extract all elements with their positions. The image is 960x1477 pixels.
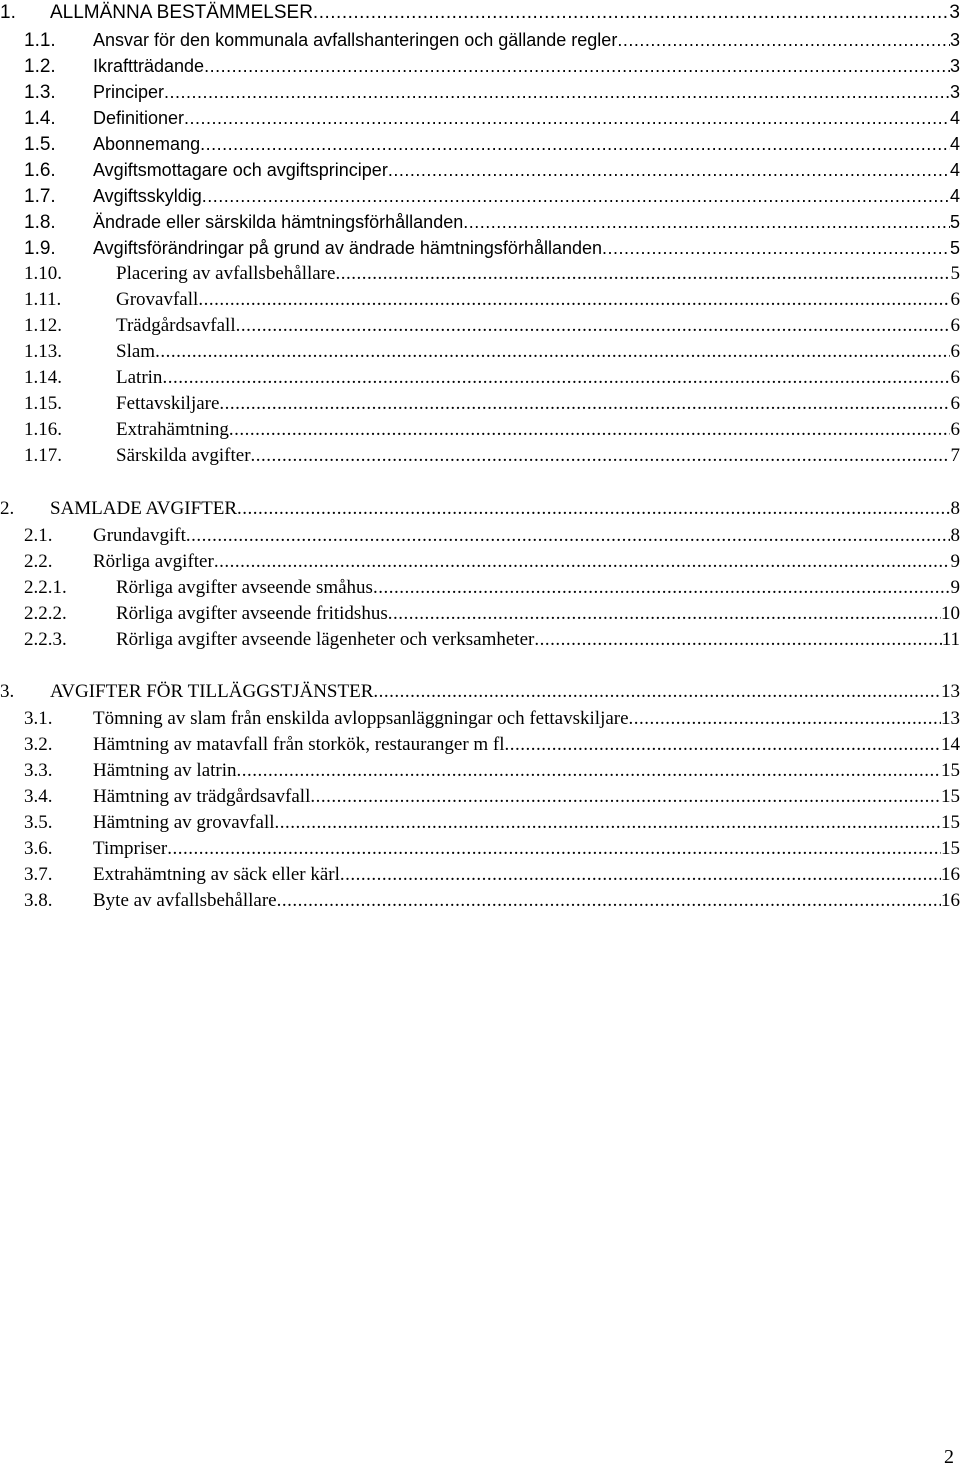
toc-entry-number: 1.6. (24, 160, 56, 181)
toc-entry-number: 1.15. (24, 393, 62, 414)
toc-entry-title: Hämtning av matavfall från storkök, restauranger m fl (93, 734, 505, 755)
toc-entry-title: Rörliga avgifter avseende lägenheter och verksamheter (116, 629, 535, 650)
toc-entry-number: 1.12. (24, 315, 62, 336)
toc-entry-page: 15 (941, 838, 960, 859)
toc-entry-3-5[interactable] (0, 810, 960, 836)
toc-entry-page: 4 (949, 134, 960, 154)
toc-leader-dots (162, 365, 950, 391)
toc-entry-page: 11 (941, 629, 960, 650)
toc-entry-1-3[interactable] (0, 79, 960, 105)
toc-entry-title: Extrahämtning av säck eller kärl (93, 864, 340, 885)
toc-entry-page: 3 (949, 82, 960, 102)
toc-entry-2-2-2[interactable] (0, 601, 960, 627)
toc-entry-page: 6 (950, 315, 960, 336)
toc-entry-page: 15 (941, 760, 960, 781)
toc-entry-title: Grovavfall (116, 289, 199, 310)
toc-entry-number: 1.16. (24, 419, 62, 440)
toc-entry-3-8[interactable] (0, 888, 960, 914)
toc-entry-title: ALLMÄNNA BESTÄMMELSER (50, 2, 313, 23)
toc-leader-dots (277, 888, 941, 914)
toc-entry-title: Hämtning av trädgårdsavfall (93, 786, 311, 807)
toc-entry-1-10[interactable] (0, 261, 960, 287)
toc-entry-2[interactable] (0, 496, 960, 522)
toc-leader-dots (373, 575, 950, 601)
toc-leader-dots (164, 79, 950, 105)
toc-entry-number: 1.9. (24, 238, 56, 259)
toc-entry-number: 2. (0, 498, 15, 519)
toc-entry-title: Rörliga avgifter (93, 551, 214, 572)
toc-entry-1-17[interactable] (0, 443, 960, 469)
toc-entry-1-12[interactable] (0, 313, 960, 339)
toc-entry-number: 2.2.1. (24, 577, 67, 598)
toc-entry-3-3[interactable] (0, 758, 960, 784)
toc-entry-title: Särskilda avgifter (116, 445, 251, 466)
toc-entry-page: 8 (950, 525, 960, 546)
toc-entry-1-8[interactable] (0, 209, 960, 235)
toc-entry-title: Ansvar för den kommunala avfallshanteringen och gällande regler (93, 30, 618, 50)
toc-leader-dots (229, 417, 950, 443)
toc-entry-page: 7 (950, 445, 960, 466)
toc-leader-dots (275, 810, 941, 836)
toc-entry-page: 5 (950, 263, 960, 284)
toc-entry-title: Hämtning av grovavfall (93, 812, 275, 833)
toc-leader-dots (167, 836, 941, 862)
toc-entry-1-16[interactable] (0, 417, 960, 443)
toc-entry-title: Tömning av slam från enskilda avloppsanläggningar och fettavskiljare (93, 708, 629, 729)
toc-entry-page: 4 (949, 186, 960, 206)
toc-entry-3-7[interactable] (0, 862, 960, 888)
toc-leader-dots (629, 706, 941, 732)
toc-leader-dots (251, 443, 950, 469)
toc-leader-dots (155, 339, 950, 365)
toc-entry-title: SAMLADE AVGIFTER (50, 498, 238, 519)
toc-leader-dots (237, 758, 941, 784)
toc-entry-title: Avgiftsmottagare och avgiftsprinciper (93, 160, 388, 180)
toc-entry-number: 1.11. (24, 289, 62, 310)
toc-entry-number: 1.4. (24, 108, 56, 129)
toc-leader-dots (388, 157, 950, 183)
toc-entry-page: 15 (941, 812, 960, 833)
toc-leader-dots (340, 862, 941, 888)
page-number: 2 (944, 1446, 954, 1468)
toc-entry-page: 14 (941, 734, 960, 755)
toc-leader-dots (534, 627, 941, 653)
toc-entry-title: Ändrade eller särskilda hämtningsförhållanden (93, 212, 464, 232)
toc-entry-page: 4 (949, 160, 960, 180)
toc-entry-number: 1.8. (24, 212, 56, 233)
toc-entry-number: 1.17. (24, 445, 62, 466)
toc-leader-dots (186, 523, 950, 549)
toc-entry-title: Principer (93, 82, 165, 102)
toc-entry-number: 1.13. (24, 341, 62, 362)
toc-entry-page: 10 (941, 603, 960, 624)
toc-entry-number: 1.2. (24, 56, 56, 77)
toc-entry-number: 1. (0, 2, 16, 23)
toc-entry-page: 6 (950, 393, 960, 414)
toc-entry-number: 1.3. (24, 82, 56, 103)
toc-entry-title: Latrin (116, 367, 163, 388)
toc-leader-dots (204, 53, 950, 79)
toc-leader-dots (335, 261, 950, 287)
toc-entry-title: Definitioner (93, 108, 185, 128)
toc-entry-title: Byte av avfallsbehållare (93, 890, 277, 911)
toc-entry-title: AVGIFTER FÖR TILLÄGGSTJÄNSTER (50, 681, 374, 702)
toc-entry-1-1[interactable] (0, 27, 960, 53)
toc-entry-title: Rörliga avgifter avseende fritidshus (116, 603, 388, 624)
toc-entry-page: 9 (950, 551, 960, 572)
toc-entry-title: Avgiftsförändringar på grund av ändrade hämtningsförhållanden (93, 238, 603, 258)
toc-entry-1-7[interactable] (0, 183, 960, 209)
toc-entry-1-6[interactable] (0, 157, 960, 183)
toc-entry-2-2-1[interactable] (0, 575, 960, 601)
toc-entry-title: Grundavgift (93, 525, 186, 546)
toc-leader-dots (219, 391, 950, 417)
toc-entry-number: 2.2.2. (24, 603, 67, 624)
toc-entry-page: 6 (950, 419, 960, 440)
toc-entry-number: 1.10. (24, 263, 62, 284)
toc-entry-title: Placering av avfallsbehållare (116, 263, 336, 284)
toc-leader-dots (202, 183, 950, 209)
toc-entry-page: 6 (950, 367, 960, 388)
toc-entry-2-2[interactable] (0, 549, 960, 575)
toc-entry-number: 1.5. (24, 134, 56, 155)
toc-leader-dots (310, 784, 941, 810)
toc-entry-title: Avgiftsskyldig (93, 186, 202, 206)
toc-entry-title: Ikraftträdande (93, 56, 205, 76)
toc-leader-dots (237, 496, 950, 522)
toc-entry-page: 5 (949, 212, 960, 232)
toc-leader-dots (388, 601, 941, 627)
toc-entry-page: 6 (950, 289, 960, 310)
toc-entry-1-11[interactable] (0, 287, 960, 313)
toc-entry-number: 3.2. (24, 734, 53, 755)
toc-entry-1-13[interactable] (0, 339, 960, 365)
toc-entry-title: Timpriser (93, 838, 168, 859)
toc-entry-page: 16 (941, 890, 960, 911)
toc-entry-title: Extrahämtning (116, 419, 229, 440)
toc-entry-title: Fettavskiljare (116, 393, 220, 414)
toc-entry-page: 9 (950, 577, 960, 598)
toc-entry-page: 15 (941, 786, 960, 807)
toc-entry-number: 1.1. (24, 30, 56, 51)
toc-entry-title: Slam (116, 341, 156, 362)
toc-entry-page: 5 (949, 238, 960, 258)
toc-entry-page: 6 (950, 341, 960, 362)
toc-entry-title: Trädgårdsavfall (116, 315, 236, 336)
toc-leader-dots (214, 549, 950, 575)
toc-entry-page: 4 (949, 108, 960, 128)
toc-entry-1-2[interactable] (0, 53, 960, 79)
toc-entry-number: 3.7. (24, 864, 53, 885)
toc-entry-3[interactable] (0, 679, 960, 705)
toc-entry-page: 16 (941, 864, 960, 885)
toc-leader-dots (198, 287, 950, 313)
toc-entry-page: 3 (949, 30, 960, 50)
toc-entry-number: 3.8. (24, 890, 53, 911)
toc-entry-1-15[interactable] (0, 391, 960, 417)
toc-entry-page: 3 (949, 56, 960, 76)
toc-entry-1[interactable] (0, 0, 960, 26)
toc-entry-number: 1.14. (24, 367, 62, 388)
toc-entry-3-1[interactable] (0, 706, 960, 732)
toc-entry-number: 1.7. (24, 186, 56, 207)
toc-entry-number: 3.4. (24, 786, 53, 807)
toc-leader-dots (313, 0, 950, 26)
toc-leader-dots (200, 131, 950, 157)
toc-leader-dots (373, 679, 941, 705)
toc-entry-number: 2.1. (24, 525, 53, 546)
toc-entry-number: 3.1. (24, 708, 53, 729)
toc-entry-page: 3 (949, 2, 960, 23)
toc-entry-title: Rörliga avgifter avseende småhus (116, 577, 373, 598)
toc-entry-1-5[interactable] (0, 131, 960, 157)
toc-entry-2-2-3[interactable] (0, 627, 960, 653)
toc-entry-1-4[interactable] (0, 105, 960, 131)
toc-entry-3-6[interactable] (0, 836, 960, 862)
toc-leader-dots (463, 209, 950, 235)
toc-entry-number: 3.5. (24, 812, 53, 833)
toc-entry-number: 2.2. (24, 551, 53, 572)
toc-leader-dots (617, 27, 950, 53)
toc-entry-number: 3.3. (24, 760, 53, 781)
toc-entry-number: 2.2.3. (24, 629, 67, 650)
toc-entry-page: 8 (950, 498, 960, 519)
toc-entry-3-4[interactable] (0, 784, 960, 810)
toc-leader-dots (602, 235, 950, 261)
toc-entry-number: 3. (0, 681, 15, 702)
toc-entry-page: 13 (941, 681, 960, 702)
toc-leader-dots (505, 732, 941, 758)
toc-leader-dots (184, 105, 950, 131)
toc-entry-title: Hämtning av latrin (93, 760, 237, 781)
toc-entry-number: 3.6. (24, 838, 53, 859)
toc-entry-1-14[interactable] (0, 365, 960, 391)
toc-entry-title: Abonnemang (93, 134, 201, 154)
toc-entry-1-9[interactable] (0, 235, 960, 261)
toc-entry-page: 13 (941, 708, 960, 729)
toc-entry-2-1[interactable] (0, 523, 960, 549)
toc-leader-dots (236, 313, 950, 339)
toc-entry-3-2[interactable] (0, 732, 960, 758)
